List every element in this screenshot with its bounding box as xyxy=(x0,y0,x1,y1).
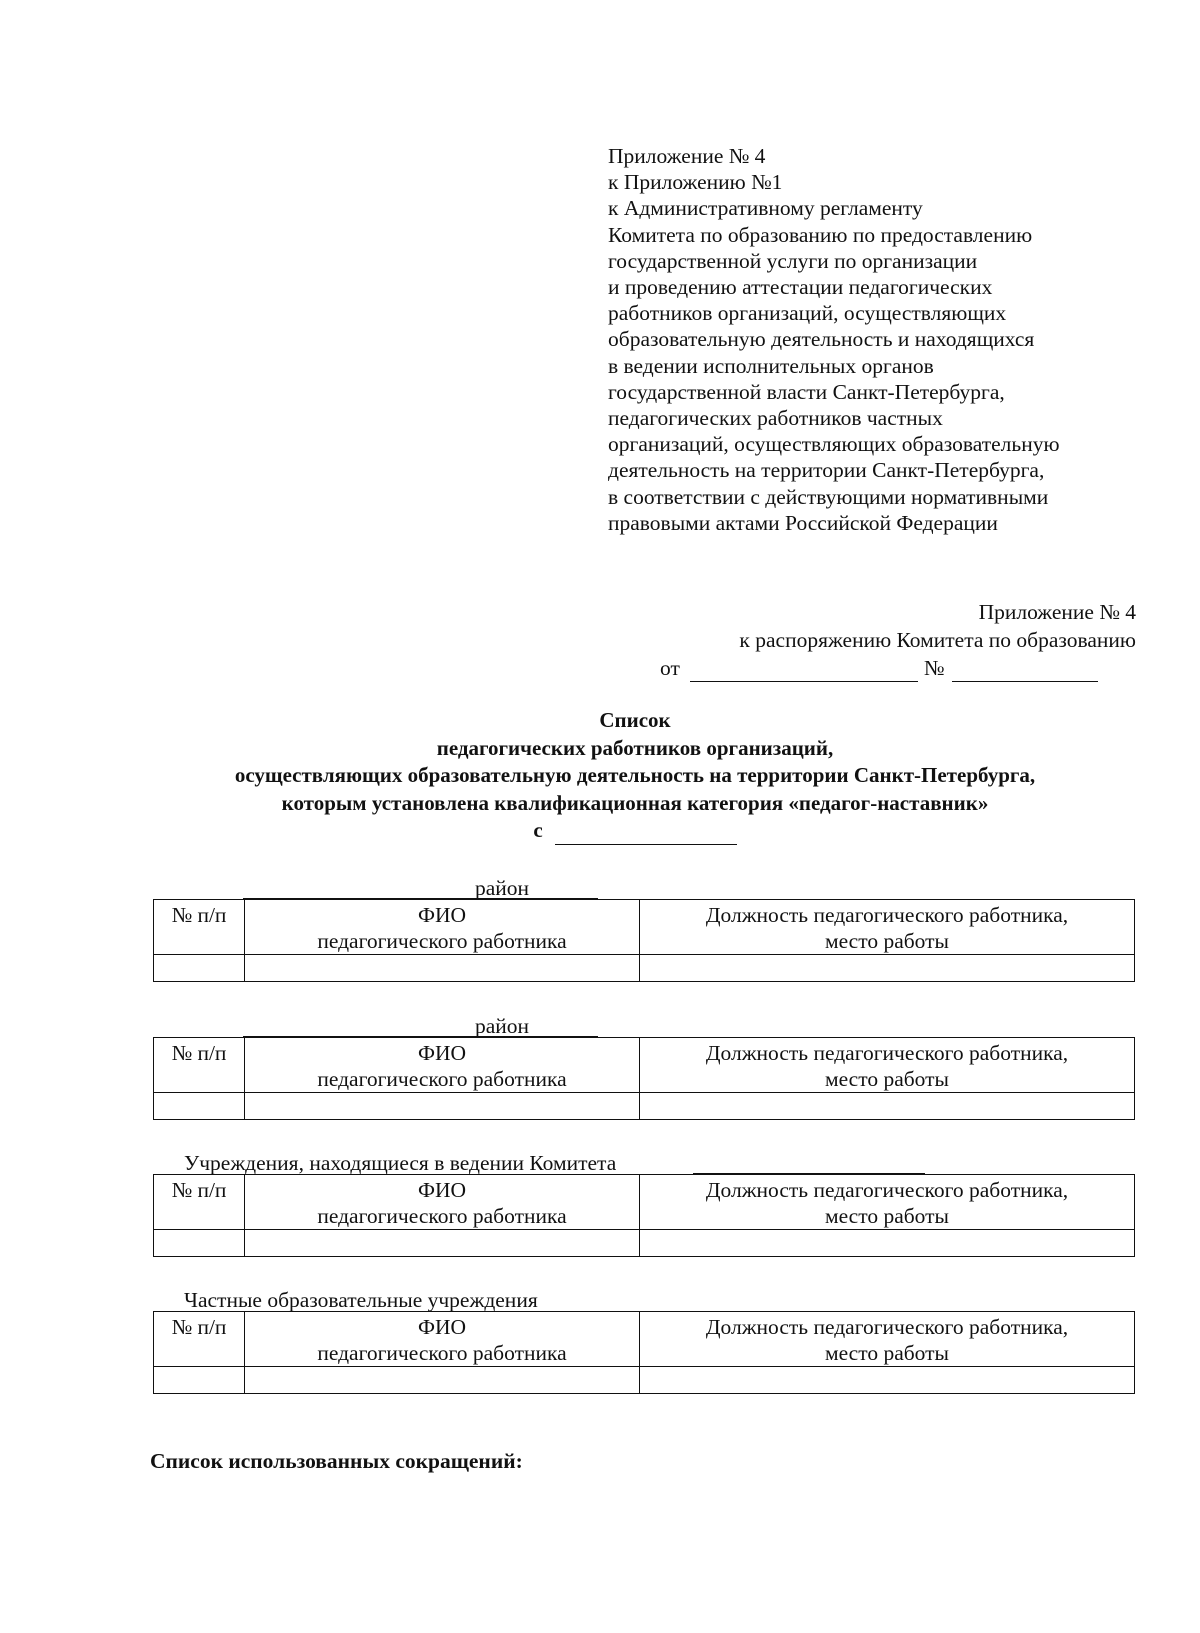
order-date-blank xyxy=(690,661,918,682)
section-header xyxy=(153,1285,1135,1311)
header-position-line: место работы xyxy=(824,1067,949,1091)
staff-table xyxy=(153,1174,1135,1257)
section-district-2 xyxy=(153,1011,1135,1120)
appendix-line: деятельность на территории Санкт-Петербурга, xyxy=(608,458,1045,483)
appendix-line: к Приложению №1 xyxy=(608,170,783,195)
header-position-line: Должность педагогического работника, xyxy=(705,1178,1069,1202)
cell-num[interactable] xyxy=(154,1230,245,1257)
order-number-label: № xyxy=(923,656,945,680)
cell-position[interactable] xyxy=(640,1093,1135,1120)
list-title-line: осуществляющих образовательную деятельность на территории Санкт-Петербурга, xyxy=(234,763,1036,787)
order-date-number-line xyxy=(660,654,1136,682)
section-label: Частные образовательные учреждения xyxy=(184,1288,538,1312)
appendix-line: государственной власти Санкт-Петербурга, xyxy=(608,379,1005,404)
staff-table xyxy=(153,1311,1135,1394)
header-name-line: ФИО xyxy=(417,1178,467,1202)
order-reference-block xyxy=(660,598,1136,682)
section-label: Учреждения, находящиеся в ведении Комитета xyxy=(184,1151,617,1175)
header-num: № п/п xyxy=(154,1038,245,1093)
appendix-line: педагогических работников частных xyxy=(608,406,943,431)
header-position-line: Должность педагогического работника, xyxy=(705,1041,1069,1065)
appendix-line: организаций, осуществляющих образовательную xyxy=(608,432,1060,457)
header-position-line: место работы xyxy=(824,929,949,953)
header-name-line: ФИО xyxy=(417,903,467,927)
appendix-line: и проведению аттестации педагогических xyxy=(608,275,993,300)
appendix-line: к Административному регламенту xyxy=(608,196,923,221)
table-row xyxy=(154,1230,1135,1257)
list-title-line: педагогических работников организаций, xyxy=(436,735,834,760)
since-date-blank xyxy=(555,824,737,845)
header-position xyxy=(640,1175,1135,1230)
abbreviations-title: Список использованных сокращений: xyxy=(150,1449,523,1473)
table-header-row xyxy=(154,900,1135,955)
cell-num[interactable] xyxy=(154,1093,245,1120)
appendix-line: правовыми актами Российской Федерации xyxy=(608,510,998,535)
order-appendix-title: Приложение № 4 xyxy=(978,600,1136,624)
list-title-line: которым установлена квалификационная категория «педагог-наставник» xyxy=(281,790,989,815)
section-private-institutions xyxy=(153,1285,1135,1394)
section-district-1 xyxy=(153,873,1135,982)
header-name-line: ФИО xyxy=(417,1315,467,1339)
header-name xyxy=(245,1038,640,1093)
appendix-line: Комитета по образованию по предоставлению xyxy=(608,222,1033,247)
section-header xyxy=(153,1011,1135,1037)
appendix-line: государственной услуги по организации xyxy=(608,248,978,273)
table-row xyxy=(154,1367,1135,1394)
order-from-label: от xyxy=(660,656,680,680)
header-name-line: педагогического работника xyxy=(317,1067,567,1091)
committee-name-blank xyxy=(693,1173,925,1174)
appendix-line: работников организаций, осуществляющих xyxy=(608,301,1007,326)
header-name xyxy=(245,900,640,955)
header-position-line: место работы xyxy=(824,1341,949,1365)
header-name xyxy=(245,1312,640,1367)
header-position-line: Должность педагогического работника, xyxy=(705,1315,1069,1339)
appendix-line: Приложение № 4 xyxy=(608,144,766,168)
cell-position[interactable] xyxy=(640,1367,1135,1394)
staff-table xyxy=(153,1037,1135,1120)
table-row xyxy=(154,955,1135,982)
list-title xyxy=(100,707,1170,845)
list-title-since-line xyxy=(100,817,1170,845)
section-header xyxy=(153,873,1135,899)
cell-position[interactable] xyxy=(640,955,1135,982)
header-name-line: педагогического работника xyxy=(317,929,567,953)
table-header-row xyxy=(154,1175,1135,1230)
district-blank xyxy=(243,898,598,899)
order-number-blank xyxy=(952,661,1098,682)
staff-table xyxy=(153,899,1135,982)
section-committee-institutions xyxy=(153,1148,1135,1257)
section-header xyxy=(153,1148,1135,1174)
appendix-reference-block xyxy=(608,143,1168,536)
header-position-line: место работы xyxy=(824,1204,949,1228)
header-position xyxy=(640,900,1135,955)
cell-num[interactable] xyxy=(154,1367,245,1394)
header-position-line: Должность педагогического работника, xyxy=(705,903,1069,927)
cell-name[interactable] xyxy=(245,955,640,982)
since-label: с xyxy=(533,818,543,842)
section-label: район xyxy=(475,1014,530,1038)
header-name xyxy=(245,1175,640,1230)
header-name-line: педагогического работника xyxy=(317,1341,567,1365)
appendix-line: образовательную деятельность и находящихся xyxy=(608,327,1035,352)
section-label: район xyxy=(475,876,530,900)
cell-name[interactable] xyxy=(245,1093,640,1120)
appendix-line: в ведении исполнительных органов xyxy=(608,353,934,378)
cell-num[interactable] xyxy=(154,955,245,982)
cell-name[interactable] xyxy=(245,1367,640,1394)
table-header-row xyxy=(154,1312,1135,1367)
header-position xyxy=(640,1312,1135,1367)
cell-name[interactable] xyxy=(245,1230,640,1257)
cell-position[interactable] xyxy=(640,1230,1135,1257)
header-name-line: педагогического работника xyxy=(317,1204,567,1228)
table-row xyxy=(154,1093,1135,1120)
header-name-line: ФИО xyxy=(417,1041,467,1065)
order-caption: к распоряжению Комитета по образованию xyxy=(739,628,1136,652)
list-title-line: Список xyxy=(599,708,671,732)
header-position xyxy=(640,1038,1135,1093)
table-header-row xyxy=(154,1038,1135,1093)
header-num: № п/п xyxy=(154,1312,245,1367)
district-blank xyxy=(243,1036,598,1037)
header-num: № п/п xyxy=(154,900,245,955)
appendix-line: в соответствии с действующими нормативными xyxy=(608,484,1049,509)
header-num: № п/п xyxy=(154,1175,245,1230)
